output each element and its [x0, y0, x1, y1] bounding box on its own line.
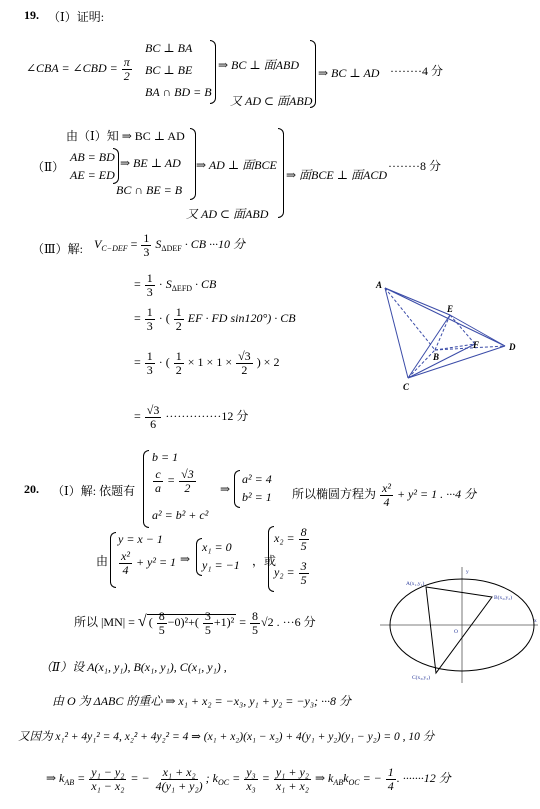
brace-3: [113, 148, 119, 184]
volume-line-2: = $\frac{1}{3}$ · $S_{\Delta EFD}$ · CB: [134, 271, 217, 299]
q20-number: 20.: [24, 482, 39, 496]
part2-mark: （Ⅱ）: [32, 160, 65, 174]
part3-heading: （Ⅲ）解:: [32, 242, 83, 256]
tetrahedron-figure: [375, 280, 525, 400]
score-8: ········8 分: [388, 159, 441, 173]
ell-label-b: B(x₂,y₂): [494, 595, 513, 601]
solution-n-x: x₂ = $\frac{8}{5}$: [274, 525, 307, 553]
system-2: AB = BD AE = ED: [70, 150, 115, 182]
volume-line-4: = $\frac{1}{3}$ · ( $\frac{1}{2}$ × 1 × 1 × $\frac{√3}{2}$ ) × 2: [134, 349, 280, 377]
volume-result: = $\frac{√3}{6}$ ··············12 分: [134, 403, 249, 431]
line-equation: y = x − 1: [118, 532, 163, 546]
ad-in-abd-2: 又 AD ⊂ 面ABD: [186, 207, 269, 221]
centroid-line: 由 O 为 ΔABC 的重心 ⇒ x₁ + x₂ = −x₃, y₁ + y₂ = −y₃; ···8 分: [52, 694, 351, 708]
ellipse-equation: 所以椭圆方程为 $\frac{\text{x²}}{4}$ + y² = 1 . ···4 分: [292, 481, 477, 509]
volume-line-1: $V_{C-DEF}$ = $\frac{1}{3}$ $S_{\Delta DEF}$ · CB ···10 分: [94, 231, 246, 259]
system-1: BC ⊥ BA BC ⊥ BE BA ∩ BD = B: [145, 41, 212, 99]
label-d: D: [509, 342, 516, 352]
bc-cap-be: BC ∩ BE = B: [116, 183, 183, 197]
given-b: b = 1: [152, 450, 179, 464]
implies-2: ⇒: [180, 552, 191, 566]
ellipse-system: $\frac{\text{x²}}{4}$ + y² = 1: [121, 549, 177, 577]
angle-equation: ∠CBA = ∠CBD = $\frac{\pi}{2}$: [26, 55, 130, 83]
solution-ab: a² = 4 b² = 1: [242, 472, 272, 504]
or-label: ，或: [252, 554, 277, 568]
solution-m: x₁ = 0 y₁ = −1: [202, 540, 240, 572]
part2-setup: （Ⅱ）设 A(x₁, y₁), B(x₁, y₁), C(x₁, y₁) ,: [40, 660, 227, 674]
you-label: 由: [96, 554, 109, 568]
brace-6: [143, 450, 149, 528]
ell-label-y: y: [466, 569, 469, 575]
implication-bc-perp-abd: ⇒ BC ⊥ 面ABD: [218, 58, 300, 72]
given-ca: $\frac{c}{a}$ = $\frac{√3}{2}$: [155, 467, 194, 495]
slope-line: ⇒ $k_{AB}$ = $\frac{\text{y₁ − y₂}}{\text{x₁ − x₂}}$ = − $\frac{\text{x₁ + x₂}}{\text{4(y₁ + y₂)}}$ ; $k_{OC}$ = $\frac{\text{y₃}}{\text{x₃}}$ = $\frac{\text{y₁ + y₂}}{\text{x₁ + x₂}}$ ⇒ $k_{AB}k_{OC}$ = − $\frac{1}{4}$ . ·······12 分: [46, 765, 451, 793]
solution-n-y: y₂ = $\frac{3}{5}$: [274, 559, 307, 587]
volume-line-3: = $\frac{1}{3}$ · ( $\frac{1}{2}$ EF · FD sin120°) · CB: [134, 305, 296, 333]
difference-line: 又因为 x₁² + 4y₁² = 4, x₂² + 4y₂² = 4 ⇒ (x₁ + x₂)(x₁ − x₂) + 4(y₁ + y₂)(y₁ − y₂) = 0 , 10 分: [18, 731, 435, 743]
label-b: B: [433, 352, 440, 362]
from-part1: 由（Ⅰ）知 ⇒ BC ⊥ AD: [66, 129, 185, 143]
given-abc: a² = b² + c²: [152, 508, 209, 522]
brace-7: [234, 470, 240, 508]
score-4: ········4 分: [390, 64, 443, 78]
label-f: F: [473, 340, 480, 350]
label-e: E: [447, 304, 454, 314]
label-c: C: [403, 382, 410, 392]
brace-5: [278, 128, 284, 218]
ell-label-o: O: [454, 629, 458, 635]
brace-1: [210, 40, 216, 104]
implication-ad-perp-bce: ⇒ AD ⊥ 面BCE: [196, 158, 277, 172]
implication-bc-perp-ad: ⇒ BC ⊥ AD: [318, 66, 380, 80]
label-a: A: [376, 280, 383, 290]
q20-part1-heading: （Ⅰ）解: 依题有: [52, 484, 136, 498]
ad-in-abd: 又 AD ⊂ 面ABD: [230, 94, 313, 108]
implication-be-perp-ad: ⇒ BE ⊥ AD: [120, 156, 181, 170]
ell-label-c: C(x₃,y₃): [412, 675, 431, 681]
brace-8: [110, 532, 116, 588]
q19-part1-heading: （Ⅰ）证明:: [48, 10, 105, 24]
ell-label-a: A(x₁,y₁): [406, 581, 425, 587]
ellipse-figure: [380, 565, 540, 685]
ell-label-x: x: [534, 618, 537, 624]
implication-plane-perp: ⇒ 面BCE ⊥ 面ACD: [286, 168, 388, 182]
q19-number: 19.: [24, 8, 39, 22]
mn-length: 所以 |MN| = √ ( $\frac{8}{5}$ −0)²+( $\frac{3}{5}$ +1)² = $\frac{8}{5}$ √2 . ···6 分: [74, 609, 316, 637]
brace-2: [310, 40, 316, 108]
implies-1: ⇒: [220, 482, 231, 496]
